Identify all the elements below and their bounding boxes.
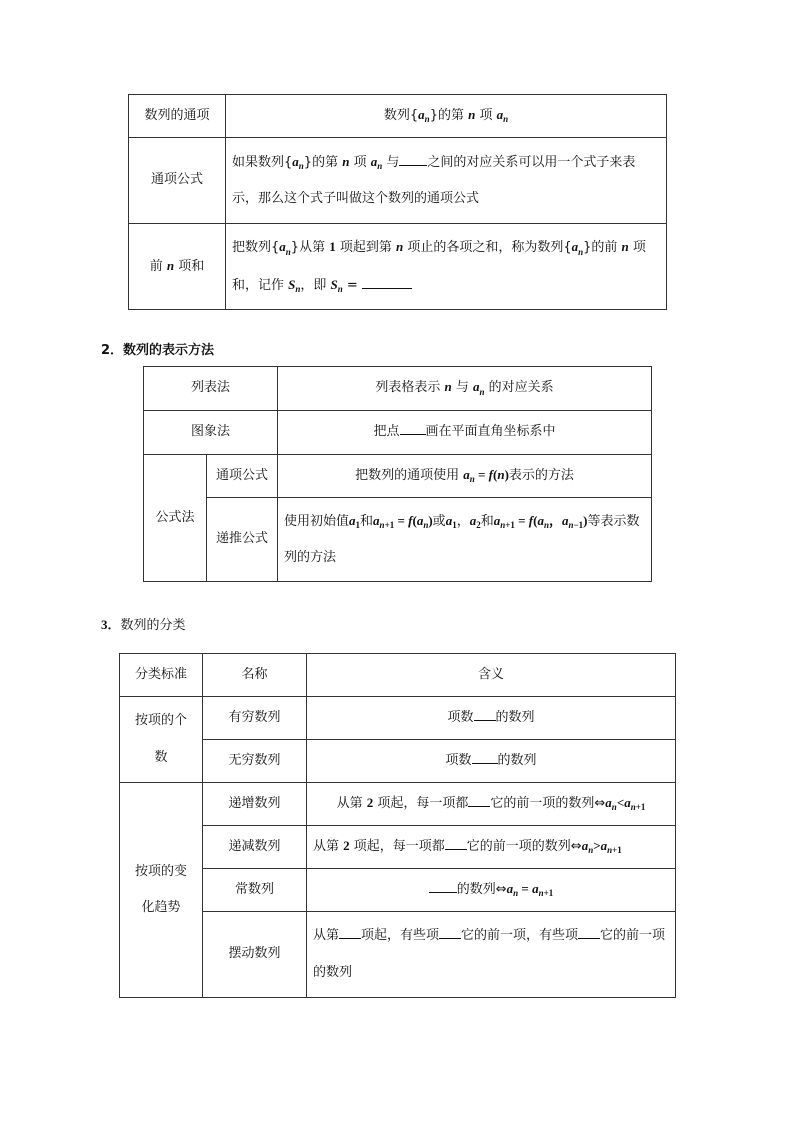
section-3-heading: 3．数列的分类: [101, 617, 186, 633]
table-row: [144, 498, 652, 582]
row-content: 使用初始值$a_1$和$a_{n+1} = f(a_n)$或$a_1$，$a_2$和$a_{n+1} = f(a_n$，$a_{n-1}$)等表示数列的方法: [278, 498, 652, 582]
row-content: 项数 的数列: [307, 740, 676, 783]
table-row: [129, 224, 667, 310]
fill-blank: [339, 926, 361, 939]
table-row: [120, 869, 676, 912]
table-row: [129, 95, 667, 138]
group-label: 按项的个数: [120, 697, 203, 783]
group-label: 按项的变化趋势: [120, 783, 203, 998]
fill-blank: [468, 794, 490, 807]
row-name: 递增数列: [203, 783, 307, 826]
fill-blank: [474, 708, 496, 721]
row-name: 摆动数列: [203, 912, 307, 998]
row-name: 常数列: [203, 869, 307, 912]
row-content: 列表格表示 n 与 $a_n$ 的对应关系: [278, 367, 652, 411]
row-label: 通项公式: [207, 455, 278, 498]
row-content: 数列$\{a_n\}$的第 n 项 $a_n$: [226, 95, 667, 138]
row-name: 有穷数列: [203, 697, 307, 740]
row-label: 前 n 项和: [129, 224, 226, 310]
row-content: 如果数列$\{a_n\}$的第 n 项 $a_n$ 与 之间的对应关系可以用一个式子来表示，那么这个式子叫做这个数列的通项公式: [226, 138, 667, 224]
row-name: 无穷数列: [203, 740, 307, 783]
row-content: 从第 2 项起，每一项都 它的前一项的数列$\Leftrightarrow a_n<a_{n+1}$: [307, 783, 676, 826]
column-header: 含义: [307, 654, 676, 697]
row-label: 列表法: [144, 367, 278, 411]
row-content: 从第 2 项起，每一项都 它的前一项的数列$\Leftrightarrow a_n>a_{n+1}$: [307, 826, 676, 869]
section-2-heading: 2．数列的表示方法: [101, 343, 215, 358]
table-row: [120, 697, 676, 740]
fill-blank: [362, 276, 412, 289]
table-header-row: [120, 654, 676, 697]
table-row: [144, 411, 652, 455]
table-row: [120, 826, 676, 869]
row-content: 把点 画在平面直角坐标系中: [278, 411, 652, 455]
table-row: [120, 912, 676, 998]
row-label: 递推公式: [207, 498, 278, 582]
column-header: 分类标准: [120, 654, 203, 697]
row-content: 的数列$\Leftrightarrow a_n = a_{n+1}$: [307, 869, 676, 912]
table-row: [144, 455, 652, 498]
table-row: [120, 783, 676, 826]
fill-blank: [400, 422, 426, 435]
table-row: [129, 138, 667, 224]
fill-blank: [445, 837, 467, 850]
row-content: 把数列$\{a_n\}$从第 1 项起到第 n 项止的各项之和，称为数列$\{a_n\}$的前 n 项和，记作 $S_n$，即 $S_n$ =: [226, 224, 667, 310]
sequence-definitions-table: [128, 94, 667, 310]
fill-blank: [472, 751, 498, 764]
row-content: 项数 的数列: [307, 697, 676, 740]
row-label: 通项公式: [129, 138, 226, 224]
row-label: 数列的通项: [129, 95, 226, 138]
fill-blank: [578, 926, 600, 939]
fill-blank: [439, 926, 461, 939]
row-content: 从第 项起，有些项 它的前一项，有些项 它的前一项的数列: [307, 912, 676, 998]
fill-blank: [399, 153, 427, 166]
row-name: 递减数列: [203, 826, 307, 869]
row-label: 图象法: [144, 411, 278, 455]
column-header: 名称: [203, 654, 307, 697]
table-row: [120, 740, 676, 783]
fill-blank: [429, 880, 457, 893]
classification-table: [119, 653, 676, 998]
row-content: 把数列的通项使用 $a_n = f(n)$表示的方法: [278, 455, 652, 498]
group-label: 公式法: [144, 455, 207, 582]
representation-methods-table: [143, 366, 652, 582]
table-row: [144, 367, 652, 411]
